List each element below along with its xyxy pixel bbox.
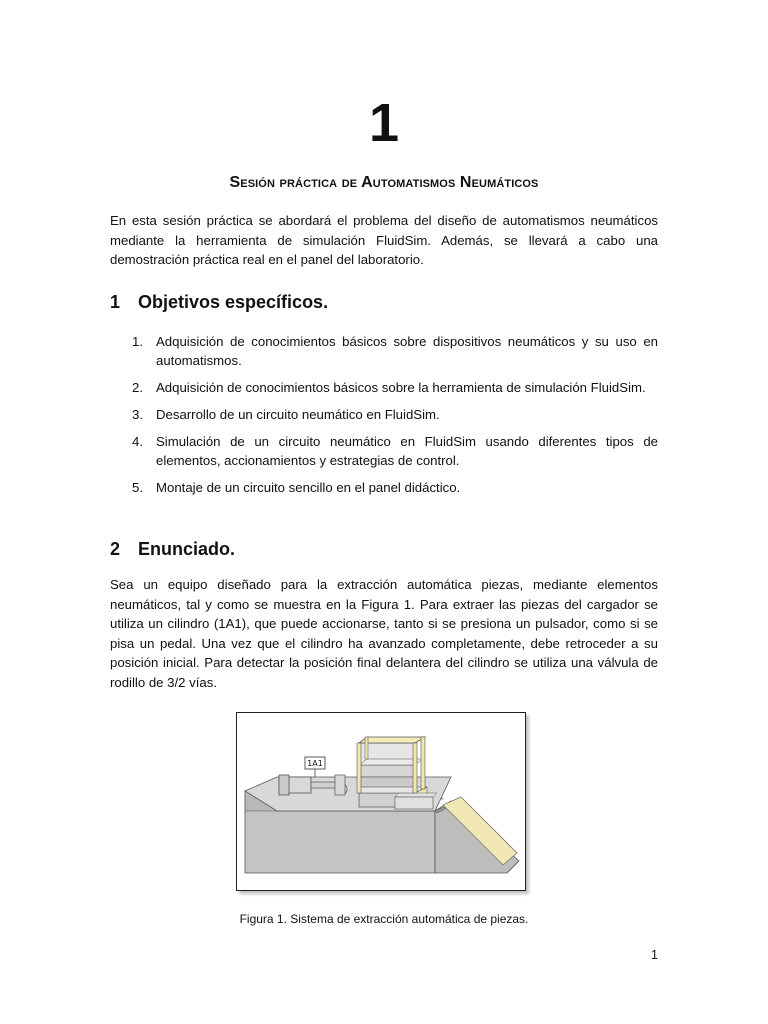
page-number: 1 (651, 948, 658, 962)
list-item (132, 432, 658, 470)
figure-1 (236, 712, 526, 891)
list-marker: 5. (132, 479, 143, 495)
list-marker: 4. (132, 433, 143, 449)
list-marker: 2. (132, 380, 143, 395)
list-marker: 1. (132, 334, 143, 349)
list-item-text: Montaje de un circuito sencillo en el panel didáctico. (156, 479, 461, 495)
list-item-text: Adquisición de conocimientos básicos sobre la herramienta de simulación FluidSim. (156, 380, 646, 395)
list-item (132, 478, 658, 497)
figure-caption: Figura 1. Sistema de extracción automática de piezas. (239, 912, 529, 926)
list-item (132, 405, 658, 424)
intro-paragraph: En esta sesión práctica se abordará el problema del diseño de automatismos neumáticos mediante la herramienta de simulación FluidSim. Además, se llevará a cabo una demostración práctica real en el panel del laboratorio. (110, 213, 658, 268)
list-item-text: Simulación de un circuito neumático en FluidSim usando diferentes tipos de elementos, accionamientos y estrategias de control. (156, 433, 658, 468)
section-title: Objetivos específicos. (138, 292, 329, 312)
list-item-text: Desarrollo de un circuito neumático en FluidSim. (156, 406, 440, 422)
section-heading-enunciado (110, 539, 235, 560)
section-number: 1 (110, 292, 121, 312)
section-heading-objectives (110, 292, 328, 313)
enunciado-paragraph: Sea un equipo diseñado para la extracción automática piezas, mediante elementos neumáticos, tal y como se muestra en la Figura 1. Para extraer las piezas del cargador se utiliza un cilindro (1A1), que puede accionarse, tanto si se presiona un pulsador, como si se pisa un pedal. Una vez que el cilindro ha avanzado completamente, debe retroceder a su posición inicial. Para detectar la posición final delantera del cilindro se utiliza una válvula de rodillo de 3/2 vías. (110, 577, 658, 690)
figure-label: 1A1 (307, 759, 323, 768)
list-item-text: Adquisición de conocimientos básicos sobre dispositivos neumáticos y su uso en automatismos. (156, 334, 658, 369)
list-item (132, 332, 658, 370)
machine-illustration (237, 713, 525, 890)
section-number: 2 (110, 539, 121, 559)
list-item (132, 378, 658, 397)
chapter-title: Sesión práctica de Automatismos Neumáticos (229, 174, 539, 191)
list-marker: 3. (132, 406, 143, 422)
objectives-list (132, 332, 658, 504)
section-title: Enunciado. (138, 539, 236, 559)
chapter-number: 1 (368, 93, 400, 153)
